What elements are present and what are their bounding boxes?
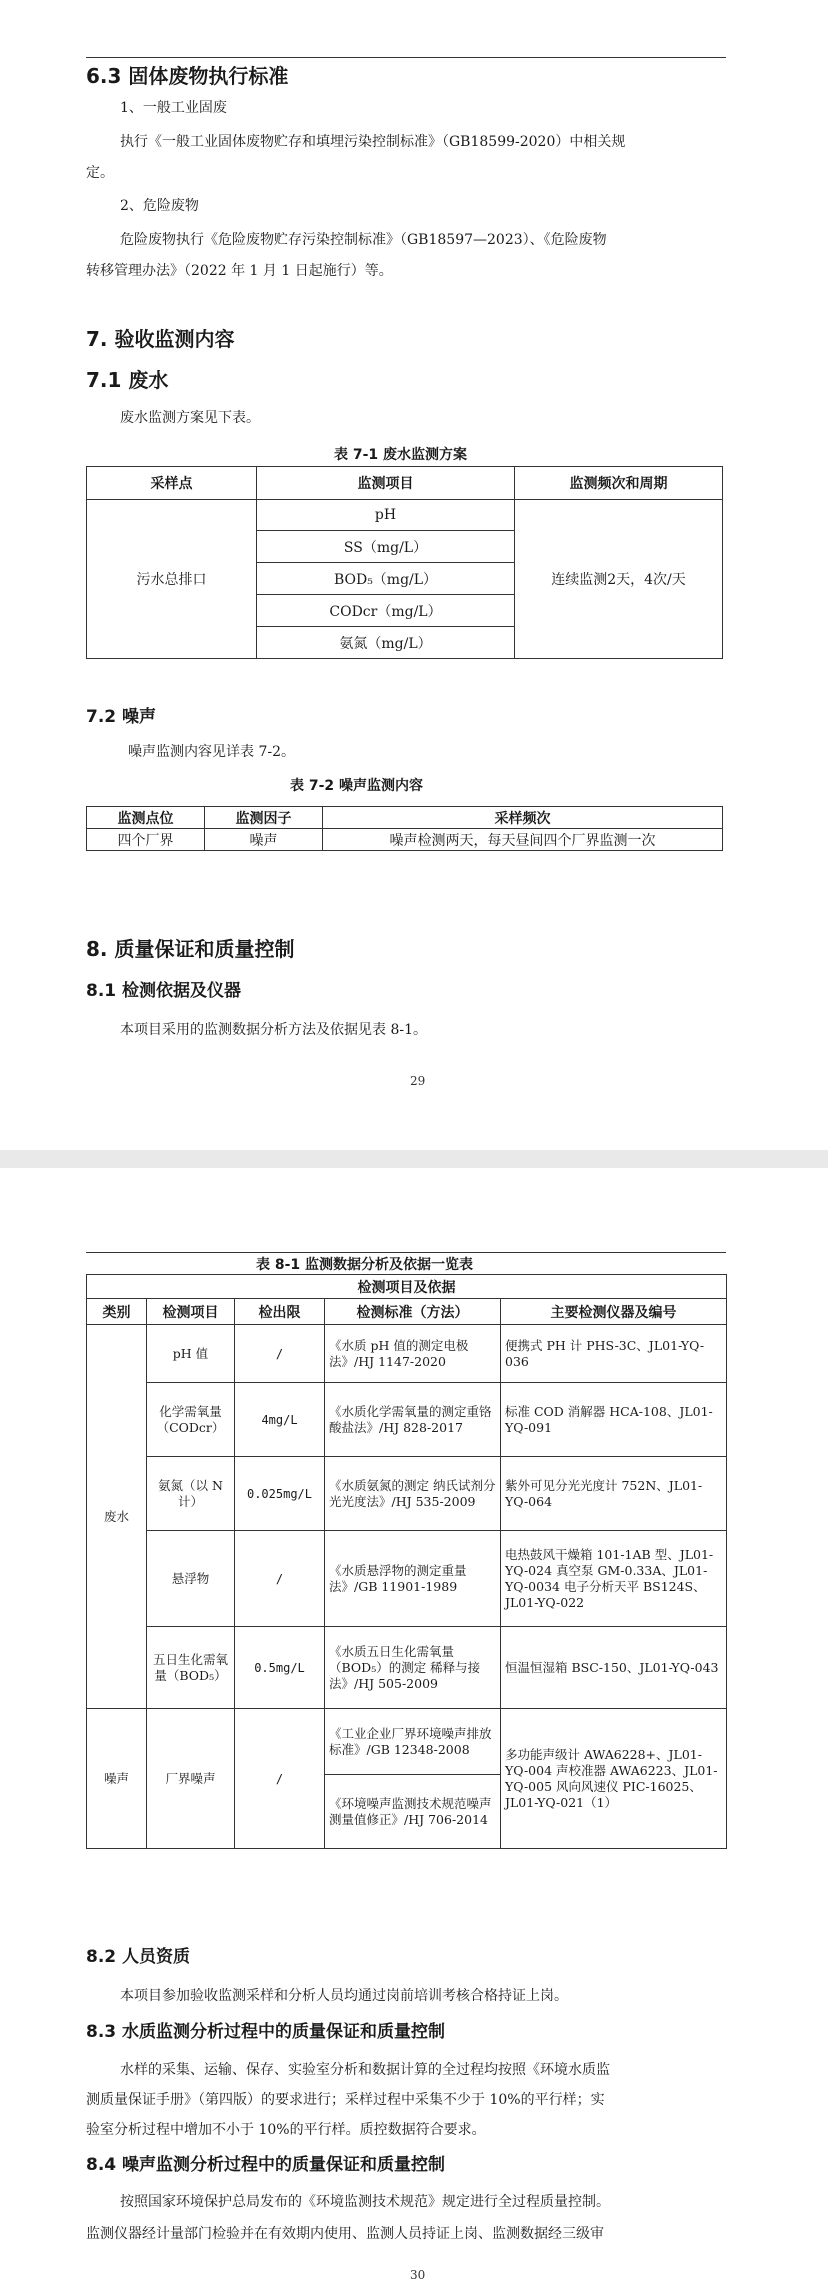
- t81-instrument: 恒温恒湿箱 BSC-150、JL01-YQ-043: [501, 1627, 727, 1709]
- t81-limit: 0.025mg/L: [235, 1457, 325, 1531]
- table-7-2-caption: 表 7-2 噪声监测内容: [290, 778, 424, 794]
- t81-item: 厂界噪声: [147, 1709, 235, 1849]
- s63-para1a: 执行《一般工业固体废物贮存和填埋污染控制标准》（GB18599-2020）中相关规: [120, 134, 626, 150]
- t81-limit: /: [235, 1325, 325, 1383]
- t71-header-point: 采样点: [87, 467, 257, 500]
- t71-freq: 连续监测2天，4次/天: [515, 500, 723, 659]
- s83-line2: 测质量保证手册》（第四版）的要求进行；采样过程中采集不少于 10%的平行样；实: [86, 2092, 605, 2108]
- t72-header-point: 监测点位: [87, 807, 205, 829]
- table-row: [87, 1325, 727, 1383]
- table-row: [87, 1457, 727, 1531]
- t71-item: SS（mg/L）: [257, 531, 515, 563]
- t81-header-item: 检测项目: [147, 1299, 235, 1325]
- t81-category-water: 废水: [87, 1325, 147, 1709]
- s63-para1b: 定。: [86, 165, 114, 181]
- t81-header-standard: 检测标准（方法）: [325, 1299, 501, 1325]
- table-8-1-caption: 表 8-1 监测数据分析及依据一览表: [256, 1257, 474, 1273]
- t81-instrument: 便携式 PH 计 PHS-3C、JL01-YQ-036: [501, 1325, 727, 1383]
- page-number: 30: [410, 2268, 426, 2282]
- table-row: [87, 1531, 727, 1627]
- table-7-1: [86, 466, 723, 659]
- table-8-1: [86, 1274, 727, 1849]
- t81-item: 悬浮物: [147, 1531, 235, 1627]
- t71-header-item: 监测项目: [257, 467, 515, 500]
- s71-intro: 废水监测方案见下表。: [120, 410, 260, 426]
- section-7-2-title: 7.2 噪声: [86, 707, 157, 727]
- page-number: 29: [410, 1074, 426, 1088]
- table-row: [87, 1627, 727, 1709]
- t81-item: pH 值: [147, 1325, 235, 1383]
- table-7-1-caption: 表 7-1 废水监测方案: [334, 447, 468, 463]
- s82-para: 本项目参加验收监测采样和分析人员均通过岗前培训考核合格持证上岗。: [120, 1988, 568, 2004]
- section-6-3-title: 6.3 固体废物执行标准: [86, 64, 289, 88]
- s84-line2: 监测仪器经计量部门检验并在有效期内使用、监测人员持证上岗、监测数据经三级审: [86, 2226, 604, 2242]
- s63-item1: 1、一般工业固废: [120, 100, 227, 116]
- t81-item: 氨氮（以 N 计）: [147, 1457, 235, 1531]
- t71-item: pH: [257, 500, 515, 531]
- t81-standard: 《水质 pH 值的测定电极法》/HJ 1147-2020: [325, 1325, 501, 1383]
- t71-item: 氨氮（mg/L）: [257, 627, 515, 659]
- t72-header-freq: 采样频次: [323, 807, 723, 829]
- t81-item: 化学需氧量（CODcr）: [147, 1383, 235, 1457]
- t71-item: BOD₅（mg/L）: [257, 563, 515, 595]
- t72-cell-freq: 噪声检测两天，每天昼间四个厂界监测一次: [323, 829, 723, 851]
- s83-line3: 验室分析过程中增加不小于 10%的平行样。质控数据符合要求。: [86, 2122, 486, 2138]
- t81-header-category: 类别: [87, 1299, 147, 1325]
- t81-standard: 《水质化学需氧量的测定重铬酸盐法》/HJ 828-2017: [325, 1383, 501, 1457]
- page-30: [0, 1168, 828, 2292]
- t81-instrument: 电热鼓风干燥箱 101-1AB 型、JL01-YQ-024 真空泵 GM-0.33A、JL01-YQ-0034 电子分析天平 BS124S、JL01-YQ-022: [501, 1531, 727, 1627]
- t81-limit: 0.5mg/L: [235, 1627, 325, 1709]
- t81-group-header: 检测项目及依据: [87, 1275, 727, 1299]
- t81-standard: 《工业企业厂界环境噪声排放标准》/GB 12348-2008: [325, 1709, 501, 1775]
- t81-limit: 4mg/L: [235, 1383, 325, 1457]
- section-8-3-title: 8.3 水质监测分析过程中的质量保证和质量控制: [86, 2022, 446, 2042]
- s63-item2: 2、危险废物: [120, 198, 199, 214]
- section-8-4-title: 8.4 噪声监测分析过程中的质量保证和质量控制: [86, 2155, 446, 2175]
- s83-line1: 水样的采集、运输、保存、实验室分析和数据计算的全过程均按照《环境水质监: [120, 2062, 610, 2078]
- t81-standard: 《水质悬浮物的测定重量法》/GB 11901-1989: [325, 1531, 501, 1627]
- t81-instrument: 多功能声级计 AWA6228+、JL01-YQ-004 声校准器 AWA6223、JL01-YQ-005 风向风速仪 PIC-16025、JL01-YQ-021（1）: [501, 1709, 727, 1849]
- header-rule: [86, 1252, 726, 1253]
- t81-header-instrument: 主要检测仪器及编号: [501, 1299, 727, 1325]
- header-rule: [86, 57, 726, 58]
- t81-limit: /: [235, 1709, 325, 1849]
- t72-header-factor: 监测因子: [205, 807, 323, 829]
- t72-cell-point: 四个厂界: [87, 829, 205, 851]
- t81-instrument: 紫外可见分光光度计 752N、JL01-YQ-064: [501, 1457, 727, 1531]
- t81-standard: 《环境噪声监测技术规范噪声测量值修正》/HJ 706-2014: [325, 1775, 501, 1849]
- s84-line1: 按照国家环境保护总局发布的《环境监测技术规范》规定进行全过程质量控制。: [120, 2194, 610, 2210]
- s63-para2b: 转移管理办法》（2022 年 1 月 1 日起施行）等。: [86, 263, 393, 279]
- t81-instrument: 标准 COD 消解器 HCA-108、JL01-YQ-091: [501, 1383, 727, 1457]
- s72-intro: 噪声监测内容见详表 7-2。: [128, 744, 295, 760]
- section-8-1-title: 8.1 检测依据及仪器: [86, 981, 242, 1001]
- t71-item: CODcr（mg/L）: [257, 595, 515, 627]
- table-row: [87, 1709, 727, 1775]
- t71-point: 污水总排口: [87, 500, 257, 659]
- section-7-title: 7. 验收监测内容: [86, 327, 235, 351]
- section-7-1-title: 7.1 废水: [86, 368, 169, 392]
- t81-item: 五日生化需氧量（BOD₅）: [147, 1627, 235, 1709]
- t81-category-noise: 噪声: [87, 1709, 147, 1849]
- section-8-title: 8. 质量保证和质量控制: [86, 937, 295, 961]
- t81-standard: 《水质氨氮的测定 纳氏试剂分光光度法》/HJ 535-2009: [325, 1457, 501, 1531]
- table-row: [87, 1383, 727, 1457]
- section-8-2-title: 8.2 人员资质: [86, 1947, 191, 1967]
- table-7-2: [86, 806, 723, 851]
- t81-standard: 《水质五日生化需氧量（BOD₅）的测定 稀释与接法》/HJ 505-2009: [325, 1627, 501, 1709]
- t72-cell-factor: 噪声: [205, 829, 323, 851]
- t81-limit: /: [235, 1531, 325, 1627]
- t71-header-freq: 监测频次和周期: [515, 467, 723, 500]
- s63-para2a: 危险废物执行《危险废物贮存污染控制标准》（GB18597—2023）、《危险废物: [120, 232, 607, 248]
- t81-header-limit: 检出限: [235, 1299, 325, 1325]
- s81-para: 本项目采用的监测数据分析方法及依据见表 8-1。: [120, 1022, 427, 1038]
